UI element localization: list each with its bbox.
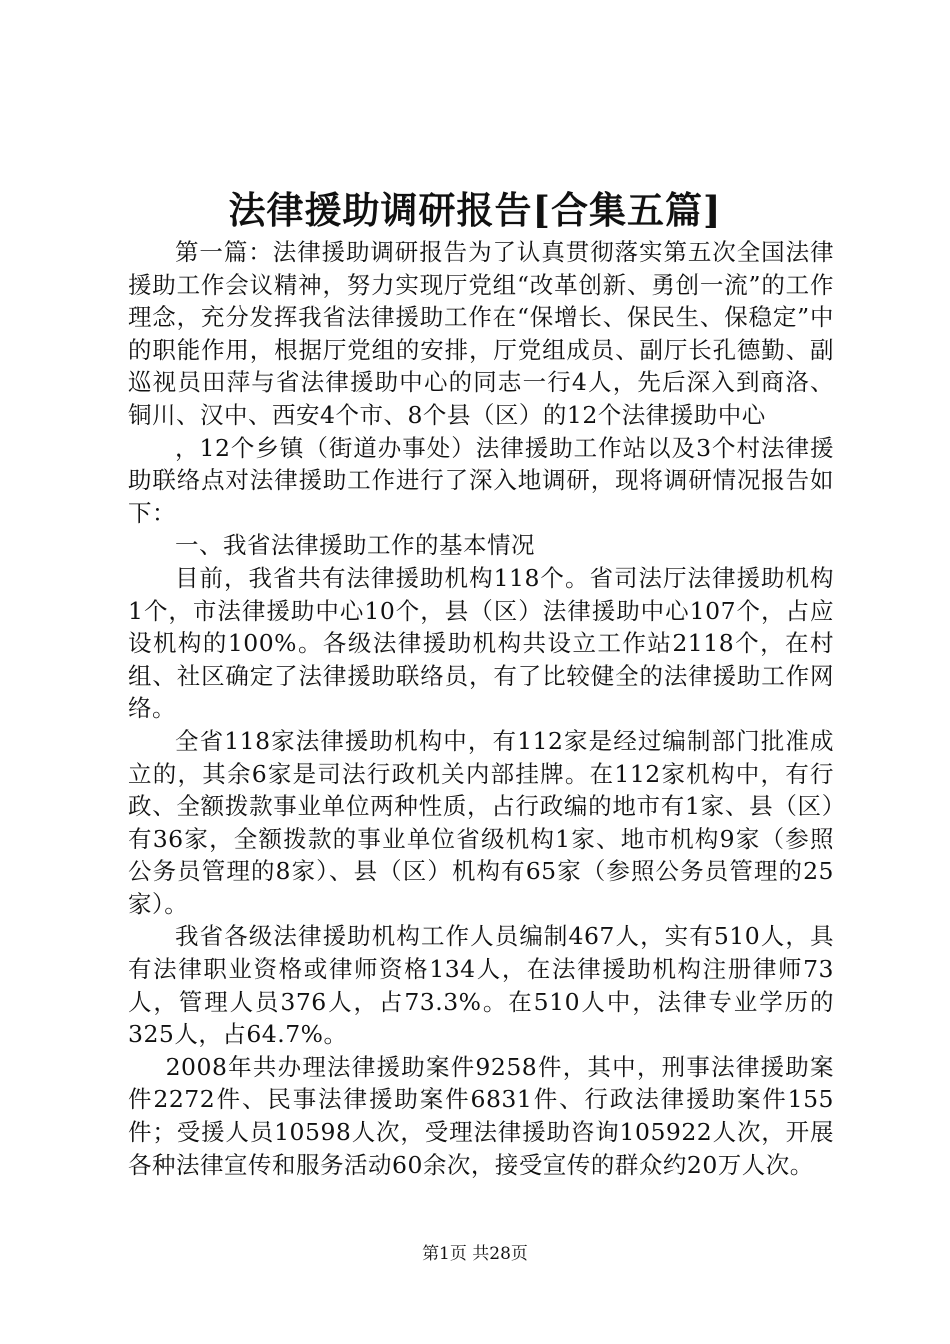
paragraph-continuation: ，12个乡镇（街道办事处）法律援助工作站以及3个村法律援助联络点对法律援助工作进行了深入地调研，现将调研情况报告如下： <box>128 433 834 527</box>
paragraph-staffing: 我省各级法律援助机构工作人员编制467人，实有510人，具有法律职业资格或律师资格134人，在法律援助机构注册律师73人，管理人员376人，占73.3%。在510人中，法律专业学历的325人，占64.7%。 <box>128 922 834 1049</box>
paragraph-case-statistics: 2008年共办理法律援助案件9258件，其中，刑事法律援助案件2272件、民事法律援助案件6831件、行政法律援助案件155件；受援人员10598人次，受理法律援助咨询105922人次，开展各种法律宣传和服务活动60余次，接受宣传的群众约20万人次。 <box>128 1052 834 1179</box>
paragraph-institution-types: 全省118家法律援助机构中，有112家是经过编制部门批准成立的，其余6家是司法行政机关内部挂牌。在112家机构中，有行政、全额拨款事业单位两种性质，占行政编的地市有1家、县（区）有36家，全额拨款的事业单位省级机构1家、地市机构9家（参照公务员管理的8家）、县（区）机构有65家（参照公务员管理的25家）。 <box>128 726 834 918</box>
document-title: 法律援助调研报告[合集五篇] <box>228 188 722 232</box>
paragraph-institutions: 目前，我省共有法律援助机构118个。省司法厅法律援助机构1个，市法律援助中心10个，县（区）法律援助中心107个，占应设机构的100%。各级法律援助机构共设立工作站2118个，在村组、社区确定了法律援助联络员，有了比较健全的法律援助工作网络。 <box>128 563 834 723</box>
section-heading-basic-situation: 一、我省法律援助工作的基本情况 <box>175 531 535 560</box>
document-body <box>128 236 834 1181</box>
page-number-footer: 第1页 共28页 <box>422 1244 528 1264</box>
paragraph-intro: 第一篇：法律援助调研报告为了认真贯彻落实第五次全国法律援助工作会议精神，努力实现厅党组“改革创新、勇创一流”的工作理念，充分发挥我省法律援助工作在“保增长、保民生、保稳定”中的职能作用，根据厅党组的安排，厅党组成员、副厅长孔德勤、副巡视员田萍与省法律援助中心的同志一行4人，先后深入到商洛、铜川、汉中、西安4个市、8个县（区）的12个法律援助中心 <box>128 238 834 429</box>
